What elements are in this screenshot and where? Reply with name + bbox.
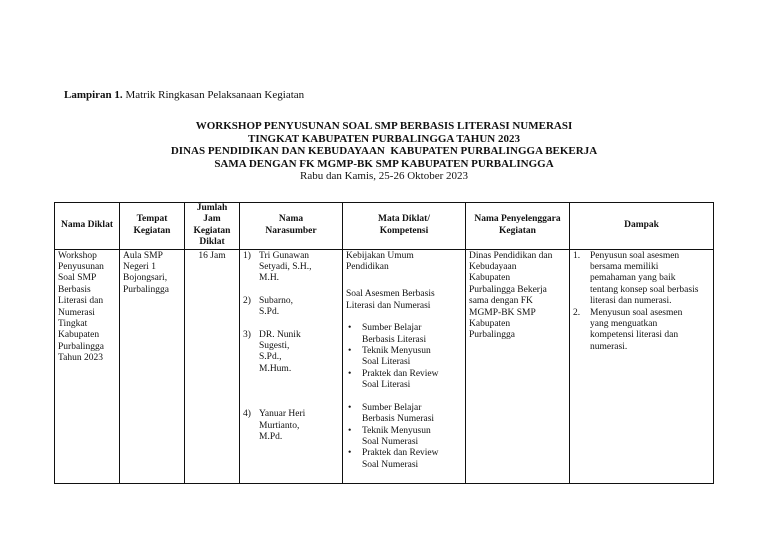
cell-dampak [570, 249, 714, 483]
header-jumlah-jam: Jumlah Jam Kegiatan Diklat [185, 203, 240, 250]
header-tempat-kegiatan: Tempat Kegiatan [120, 203, 185, 250]
document-heading [0, 120, 768, 183]
cell-narasumber [240, 249, 343, 483]
table-row [55, 249, 714, 483]
heading-line-4: SAMA DENGAN FK MGMP-BK SMP KABUPATEN PURBALINGGA [214, 157, 554, 170]
list-item: • Sumber Belajar Berbasis Numerasi [348, 402, 435, 425]
list-item: • Teknik Menyusun Soal Numerasi [348, 425, 431, 447]
mata-asesmen: Soal Asesmen Berbasis Literasi dan Numerasi [346, 289, 435, 311]
appendix-label: Lampiran 1. [64, 89, 123, 101]
header-narasumber: Nama Narasumber [240, 203, 343, 250]
mata-umum: Kebijakan Umum Pendidikan [346, 250, 414, 273]
dampak-list [573, 251, 710, 354]
cell-mata-diklat [343, 249, 466, 483]
numerasi-bullet-list [346, 403, 462, 471]
list-item: • Teknik Menyusun Soal Literasi [348, 346, 431, 368]
cell-tempat-kegiatan: Aula SMP Negeri 1 Bojongsari, Purbalingga [120, 249, 185, 483]
cell-penyelenggara: Dinas Pendidikan dan Kebudayaan Kabupaten Purbalingga Bekerja sama dengan FK MGMP-BK SMP Kabupaten Purbalingga [466, 249, 570, 483]
list-item: 2) Subarno, S.Pd. [243, 295, 294, 318]
cell-jumlah-jam: 16 Jam [185, 249, 240, 483]
list-item: 1. Penyusun soal asesmen bersama memiliki pemahaman yang baik tentang konsep soal berbasis literasi dan numerasi. [573, 250, 699, 307]
header-penyelenggara: Nama Penyelenggara Kegiatan [466, 203, 570, 250]
list-item: • Praktek dan Review Soal Numerasi [348, 448, 439, 470]
narasumber-list [243, 251, 339, 444]
header-nama-diklat: Nama Diklat [55, 203, 120, 250]
appendix-caption [64, 89, 304, 102]
list-item: 3) DR. Nunik Sugesti, S.Pd., M.Hum. [243, 329, 301, 374]
list-item: • Praktek dan Review Soal Literasi [348, 368, 439, 391]
header-dampak: Dampak [570, 203, 714, 250]
heading-line-2: TINGKAT KABUPATEN PURBALINGGA TAHUN 2023 [248, 132, 520, 145]
heading-date: Rabu dan Kamis, 25-26 Oktober 2023 [299, 170, 469, 182]
appendix-title: Matrik Ringkasan Pelaksanaan Kegiatan [122, 89, 305, 101]
table-header-row [55, 203, 714, 250]
cell-nama-diklat: Workshop Penyusunan Soal SMP Berbasis Literasi dan Numerasi Tingkat Kabupaten Purbalingga Tahun 2023 [55, 249, 120, 483]
list-item: • Sumber Belajar Berbasis Literasi [348, 323, 427, 345]
activity-matrix-table [54, 202, 714, 484]
header-mata-diklat: Mata Diklat/ Kompetensi [343, 203, 466, 250]
literasi-bullet-list [346, 323, 462, 391]
list-item: 2. Menyusun soal asesmen yang menguatkan kompetensi literasi dan numerasi. [573, 307, 683, 352]
heading-line-3: DINAS PENDIDIKAN DAN KEBUDAYAAN KABUPATEN PURBALINGGA BEKERJA [170, 145, 598, 157]
list-item: 4) Yanuar Heri Murtianto, M.Pd. [243, 409, 306, 443]
list-item: 1) Tri Gunawan Setyadi, S.H., M.H. [243, 250, 312, 284]
heading-line-1: WORKSHOP PENYUSUNAN SOAL SMP BERBASIS LITERASI NUMERASI [195, 120, 573, 132]
